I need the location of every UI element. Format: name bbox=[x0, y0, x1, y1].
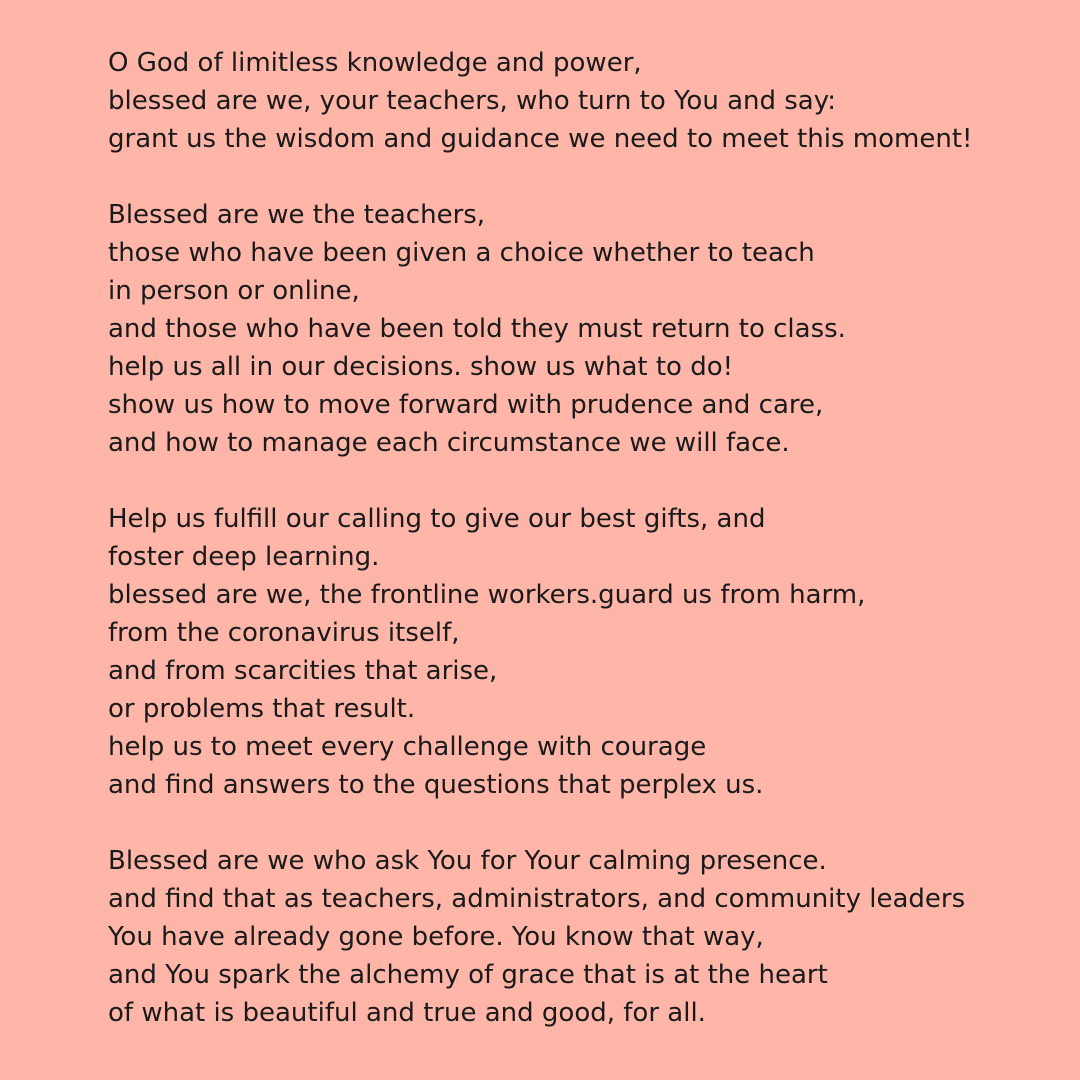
poem-line: foster deep learning. bbox=[108, 542, 380, 572]
poem-line: grant us the wisdom and guidance we need to meet this moment! bbox=[108, 124, 973, 154]
poem-line: of what is beautiful and true and good, for all. bbox=[108, 998, 706, 1028]
poem-line: and those who have been told they must return to class. bbox=[108, 314, 846, 344]
stanza-2 bbox=[108, 196, 1080, 462]
poem-line: and how to manage each circumstance we will face. bbox=[108, 428, 790, 458]
poem-line: Help us fulfill our calling to give our best gifts, and bbox=[108, 504, 766, 534]
poem-line: and find answers to the questions that perplex us. bbox=[108, 770, 764, 800]
stanza-4 bbox=[108, 842, 1080, 1032]
poem-line: those who have been given a choice whether to teach bbox=[108, 238, 815, 268]
poem-line: and from scarcities that arise, bbox=[108, 656, 498, 686]
poem-line: Blessed are we the teachers, bbox=[108, 200, 486, 230]
poem-line: help us to meet every challenge with courage bbox=[108, 732, 707, 762]
poem-line: and You spark the alchemy of grace that is at the heart bbox=[108, 960, 828, 990]
poem-line: or problems that result. bbox=[108, 694, 416, 724]
poem-line: O God of limitless knowledge and power, bbox=[108, 48, 642, 78]
poem-line: in person or online, bbox=[108, 276, 360, 306]
stanza-3 bbox=[108, 500, 1080, 804]
poem-line: and find that as teachers, administrators, and community leaders bbox=[108, 884, 966, 914]
poem-line: from the coronavirus itself, bbox=[108, 618, 460, 648]
stanza-1 bbox=[108, 44, 1080, 158]
poem-line: help us all in our decisions. show us what to do! bbox=[108, 352, 734, 382]
poem-line: blessed are we, your teachers, who turn to You and say: bbox=[108, 86, 836, 116]
poem-line: show us how to move forward with prudence and care, bbox=[108, 390, 824, 420]
poem-line: blessed are we, the frontline workers.guard us from harm, bbox=[108, 580, 866, 610]
poem-line: Blessed are we who ask You for Your calming presence. bbox=[108, 846, 827, 876]
poem-line: You have already gone before. You know that way, bbox=[108, 922, 764, 952]
